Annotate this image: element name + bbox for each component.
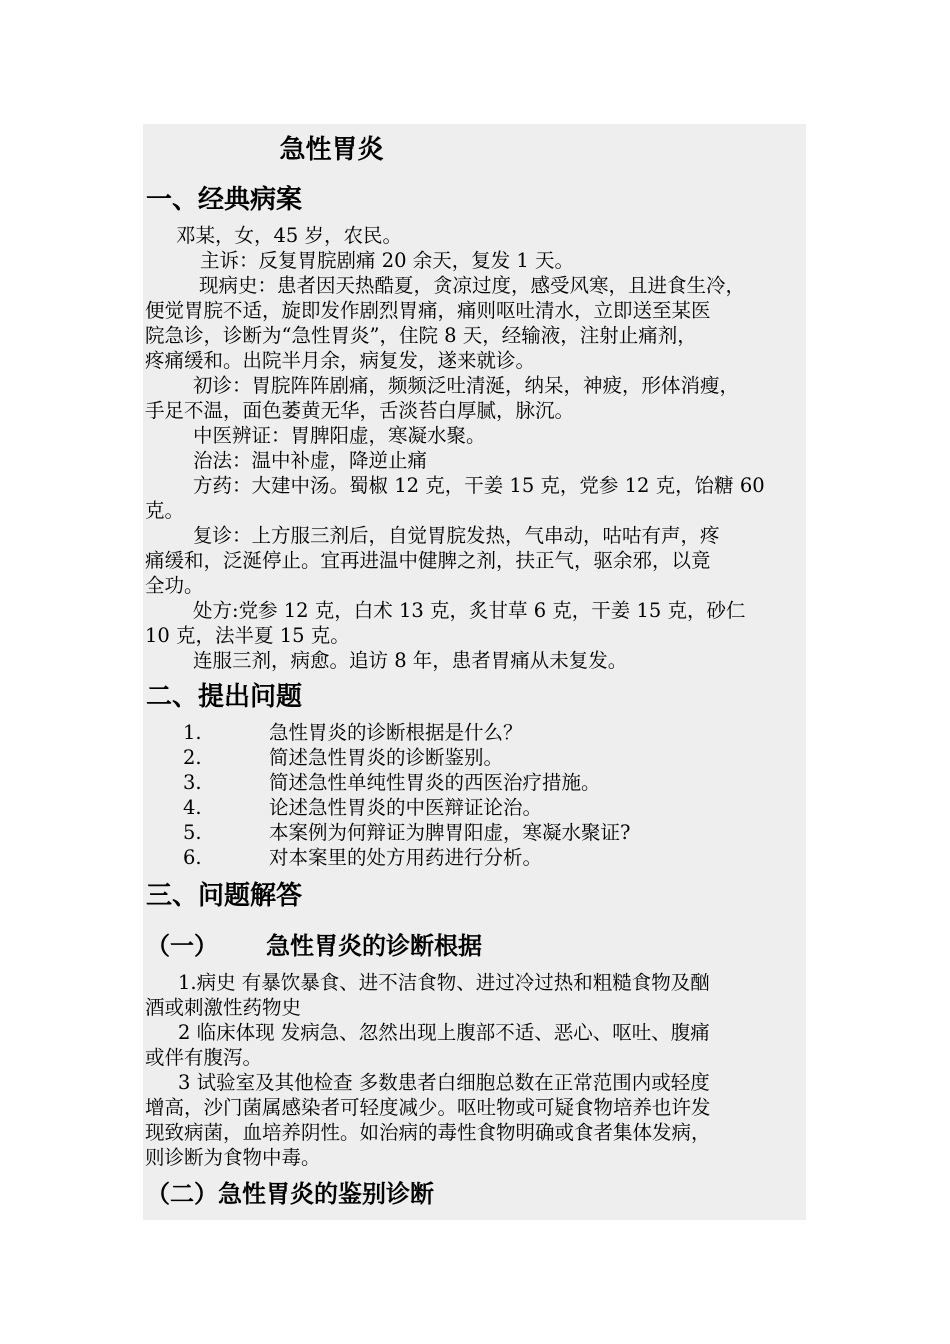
list-item-text: 简述急性单纯性胃炎的西医治疗措施。	[269, 771, 601, 794]
list-item	[183, 820, 630, 845]
section-heading-case: 一、经典病案	[146, 185, 303, 215]
case-line: 疼痛缓和。出院半月余，病复发，遂来就诊。	[145, 349, 536, 372]
diagnosis-line: 或伴有腹泻。	[145, 1046, 263, 1069]
case-line: 初诊：胃脘阵阵剧痛，频频泛吐清涎，纳呆，神疲，形体消瘦，	[193, 374, 740, 397]
case-line: 全功。	[145, 574, 204, 597]
case-line: 方药：大建中汤。蜀椒 12 克，干姜 15 克，党参 12 克，饴糖 60	[193, 474, 765, 497]
diagnosis-line: 2 临床体现 发病急、忽然出现上腹部不适、恶心、呕吐、腹痛	[178, 1021, 710, 1044]
list-item-text: 对本案里的处方用药进行分析。	[269, 846, 543, 869]
case-line: 痛缓和，泛涎停止。宜再进温中健脾之剂，扶正气，驱余邪，以竟	[145, 549, 711, 572]
case-line: 院急诊，诊断为“急性胃炎”，住院 8 天，经输液，注射止痛剂，	[145, 324, 697, 347]
diagnosis-line: 1.病史 有暴饮暴食、进不洁食物、进过冷过热和粗糙食物及酗	[178, 971, 710, 994]
document-title: 急性胃炎	[279, 135, 384, 165]
case-line: 便觉胃脘不适，旋即发作剧烈胃痛，痛则呕吐清水，立即送至某医	[145, 299, 711, 322]
list-item-number: 1.	[183, 721, 202, 744]
list-item-text: 急性胃炎的诊断根据是什么？	[269, 721, 523, 744]
diagnosis-text	[145, 970, 807, 1170]
list-item	[183, 720, 630, 745]
list-item	[183, 770, 630, 795]
case-line: 治法：温中补虚，降逆止痛	[193, 449, 428, 472]
list-item-number: 6.	[183, 846, 202, 869]
case-line: 中医辨证：胃脾阳虚，寒凝水聚。	[193, 424, 486, 447]
list-item-number: 5.	[183, 821, 202, 844]
diagnosis-line: 则诊断为食物中毒。	[145, 1146, 321, 1169]
list-item	[183, 795, 630, 820]
case-line: 10 克，法半夏 15 克。	[145, 624, 350, 647]
list-item	[183, 845, 630, 870]
case-line: 手足不温，面色萎黄无华，舌淡苔白厚腻，脉沉。	[145, 399, 575, 422]
section-heading-questions: 二、提出问题	[146, 682, 303, 712]
diagnosis-line: 酒或刺激性药物史	[145, 996, 302, 1019]
case-line: 连服三剂，病愈。追访 8 年，患者胃痛从未复发。	[193, 649, 628, 672]
subsection-heading-differential: （二）急性胃炎的鉴别诊断	[146, 1180, 434, 1208]
list-item	[183, 745, 630, 770]
case-text	[145, 223, 807, 673]
list-item-number: 3.	[183, 771, 202, 794]
list-item-text: 简述急性胃炎的诊断鉴别。	[269, 746, 504, 769]
subsection-label: （一）	[146, 932, 218, 960]
case-line: 邓某，女，45 岁，农民。	[176, 224, 403, 247]
list-item-number: 2.	[183, 746, 202, 769]
list-item-number: 4.	[183, 796, 202, 819]
subsection-title: 急性胃炎的诊断根据	[266, 932, 482, 960]
list-item-text: 本案例为何辩证为脾胃阳虚，寒凝水聚证?	[269, 821, 631, 844]
case-line: 处方:党参 12 克，白术 13 克，炙甘草 6 克，干姜 15 克，砂仁	[193, 599, 746, 622]
section-heading-answers: 三、问题解答	[146, 881, 303, 911]
list-item-text: 论述急性胃炎的中医辩证论治。	[269, 796, 543, 819]
case-line: 主诉：反复胃脘剧痛 20 余天，复发 1 天。	[200, 249, 575, 272]
question-list	[183, 720, 630, 870]
case-line: 现病史：患者因天热酷夏，贪凉过度，感受风寒，且进食生冷，	[199, 274, 746, 297]
case-line: 复诊：上方服三剂后，自觉胃脘发热，气串动，咕咕有声，疼	[193, 524, 720, 547]
diagnosis-line: 3 试验室及其他检查 多数患者白细胞总数在正常范围内或轻度	[178, 1071, 710, 1094]
diagnosis-line: 现致病菌，血培养阴性。如治病的毒性食物明确或食者集体发病，	[145, 1121, 711, 1144]
diagnosis-line: 增高，沙门菌属感染者可轻度减少。呕吐物或可疑食物培养也许发	[145, 1096, 711, 1119]
case-line: 克。	[145, 499, 185, 522]
subsection-heading-diagnosis	[146, 926, 482, 966]
